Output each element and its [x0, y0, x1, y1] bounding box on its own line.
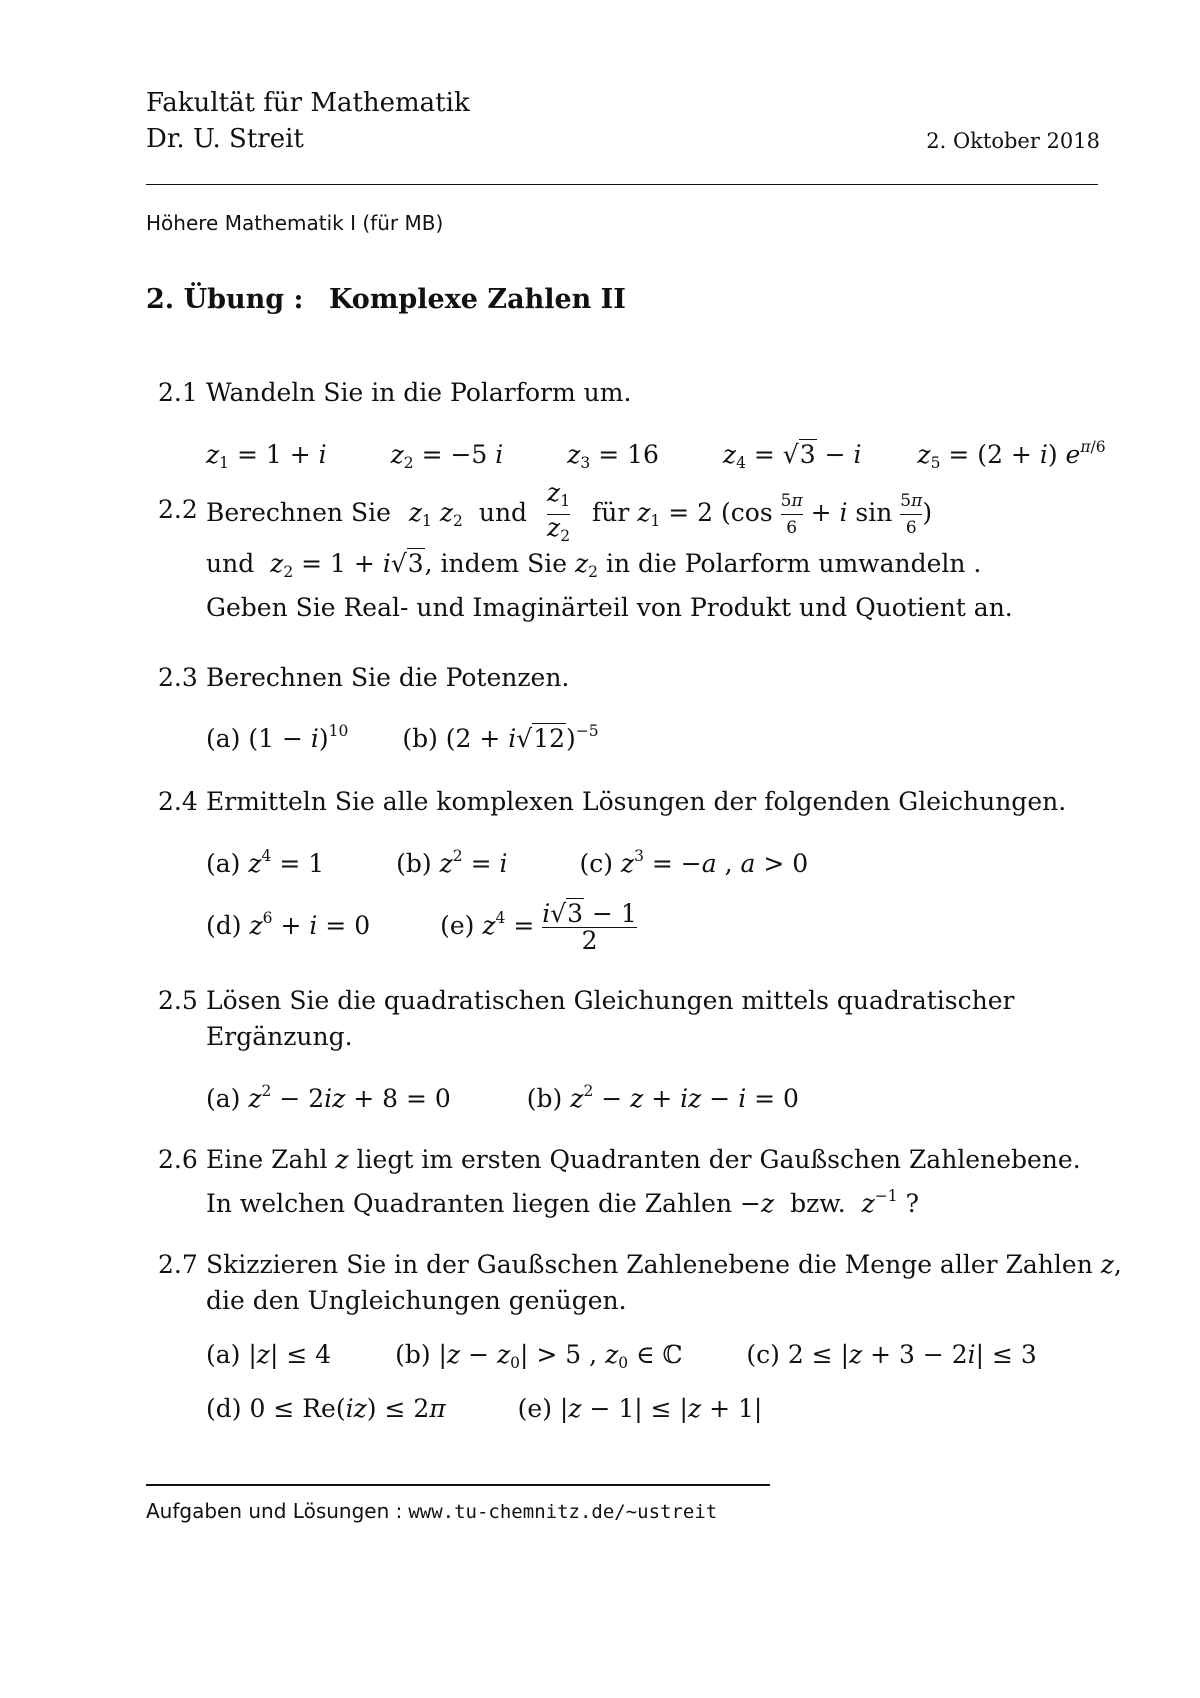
part-label: (c)	[579, 849, 613, 878]
exercise-text-line: und $z_2 = 1 + i√3$, indem Sie $z_2$ in die Polarform umwandeln .	[206, 549, 982, 581]
formula-row: (a) |z| ≤ 4 (b) $|z - z_0| > 5$ , $z_0$ ∈ ℂ (c) 2 ≤ |z + 3 − 2i| ≤ 3	[206, 1340, 1037, 1372]
footer	[146, 1499, 717, 1523]
exercise-text-line: Ergänzung.	[206, 1022, 353, 1051]
part-label: (d)	[206, 1394, 242, 1423]
exercise-text-line: die den Ungleichungen genügen.	[206, 1286, 627, 1315]
faculty-name: Fakultät für Mathematik	[146, 88, 470, 118]
formula-row: (d) 0 ≤ Re(iz) ≤ 2π (e) |z − 1| ≤ |z + 1|	[206, 1394, 763, 1423]
exercise-text-line: In welchen Quadranten liegen die Zahlen −z bzw. $z^{-1}$ ?	[206, 1187, 919, 1218]
exercise-phrase: für	[592, 498, 630, 527]
exercise-phrase: Berechnen Sie	[206, 498, 391, 527]
exercise-number: 2.1	[158, 378, 198, 407]
exercise-number: 2.5	[158, 986, 198, 1015]
part-label: (d)	[206, 911, 242, 940]
header-divider	[146, 184, 1098, 185]
exercise-number: 2.4	[158, 787, 198, 816]
exercise-text: Wandeln Sie in die Polarform um.	[206, 378, 632, 407]
exercise-number: 2.3	[158, 663, 198, 692]
exercise-text: Berechnen Sie die Potenzen.	[206, 663, 570, 692]
exercise-phrase: in die Polarform umwandeln .	[605, 549, 982, 578]
exercise-text: Berechnen Sie $z_1$ $z_2$ und $\frac{z_1}{z_2}$ für $z_1 = 2$ (cos $\frac{5\pi}{6}$ + i sin $\frac{5\pi}{6}$ )	[206, 480, 932, 551]
part-label: (a)	[206, 849, 241, 878]
exercise-text-line: Geben Sie Real- und Imaginärteil von Produkt und Quotient an.	[206, 593, 1013, 622]
footer-label: Aufgaben und Lösungen :	[146, 1499, 403, 1523]
part-label: (a)	[206, 1340, 241, 1369]
formula-row: (d) $z^6 + i = 0$ (e) $z^4$ = $\frac{i√3 - 1}{2}$	[206, 899, 637, 955]
exercise-phrase: In welchen Quadranten liegen die Zahlen	[206, 1189, 733, 1218]
formula-row: $z_1 = 1 + i$ $z_2 = -5$ i $z_3 = 16$ $z_4 = √3 - i$ $z_5 = (2 + i)$ $e^{\pi/6}$	[206, 438, 1106, 472]
footer-divider	[146, 1484, 770, 1486]
exercise-phrase: und	[478, 498, 528, 527]
part-label: (e)	[517, 1394, 552, 1423]
formula-row: (a) $z^4 = 1$ (b) $z^2 = i$ (c) $z^3 = -a$ , a > 0	[206, 847, 809, 878]
part-label: (b)	[395, 1340, 431, 1369]
exercise-phrase: liegt im ersten Quadranten der Gaußschen Zahlenebene.	[356, 1145, 1081, 1174]
exercise-phrase: und	[206, 549, 255, 578]
course-name: Höhere Mathematik I (für MB)	[146, 211, 444, 235]
exercise-phrase: ?	[905, 1189, 919, 1218]
exercise-text: Lösen Sie die quadratischen Gleichungen mittels quadratischer	[206, 986, 1015, 1015]
sheet-number: 2. Übung :	[146, 284, 304, 315]
exercise-phrase: Skizzieren Sie in der Gaußschen Zahlenebene die Menge aller Zahlen	[206, 1250, 1093, 1279]
formula-row: (a) $(1 - i)^{10}$ (b) $(2 + i√12)^{-5}$	[206, 722, 599, 753]
exercise-phrase: ,	[1113, 1250, 1122, 1279]
sheet-title	[146, 284, 626, 315]
exercise-phrase: Eine Zahl	[206, 1145, 328, 1174]
part-label: (a)	[206, 724, 241, 753]
exercise-number: 2.7	[158, 1250, 198, 1279]
part-label: (b)	[396, 849, 432, 878]
footer-url[interactable]: www.tu-chemnitz.de/∼ustreit	[408, 1501, 718, 1523]
part-label: (b)	[526, 1084, 563, 1113]
part-label: (b)	[402, 724, 438, 753]
sheet-date: 2. Oktober 2018	[926, 129, 1100, 153]
author-name: Dr. U. Streit	[146, 124, 304, 154]
exercise-number: 2.2	[158, 495, 198, 524]
exercise-number: 2.6	[158, 1145, 198, 1174]
exercise-text: Eine Zahl z liegt im ersten Quadranten der Gaußschen Zahlenebene.	[206, 1145, 1081, 1174]
formula-row: (a) $z^2 - 2iz + 8 = 0$ (b) $z^2 - z$ + iz − i = 0	[206, 1082, 799, 1113]
exercise-text: Skizzieren Sie in der Gaußschen Zahlenebene die Menge aller Zahlen z,	[206, 1250, 1122, 1279]
sheet-topic: Komplexe Zahlen II	[328, 284, 626, 315]
exercise-phrase: , indem Sie	[424, 549, 568, 578]
exercise-text: Ermitteln Sie alle komplexen Lösungen der folgenden Gleichungen.	[206, 787, 1067, 816]
part-label: (a)	[206, 1084, 241, 1113]
exercise-phrase: bzw.	[790, 1189, 846, 1218]
part-label: (e)	[440, 911, 475, 940]
part-label: (c)	[746, 1340, 780, 1369]
